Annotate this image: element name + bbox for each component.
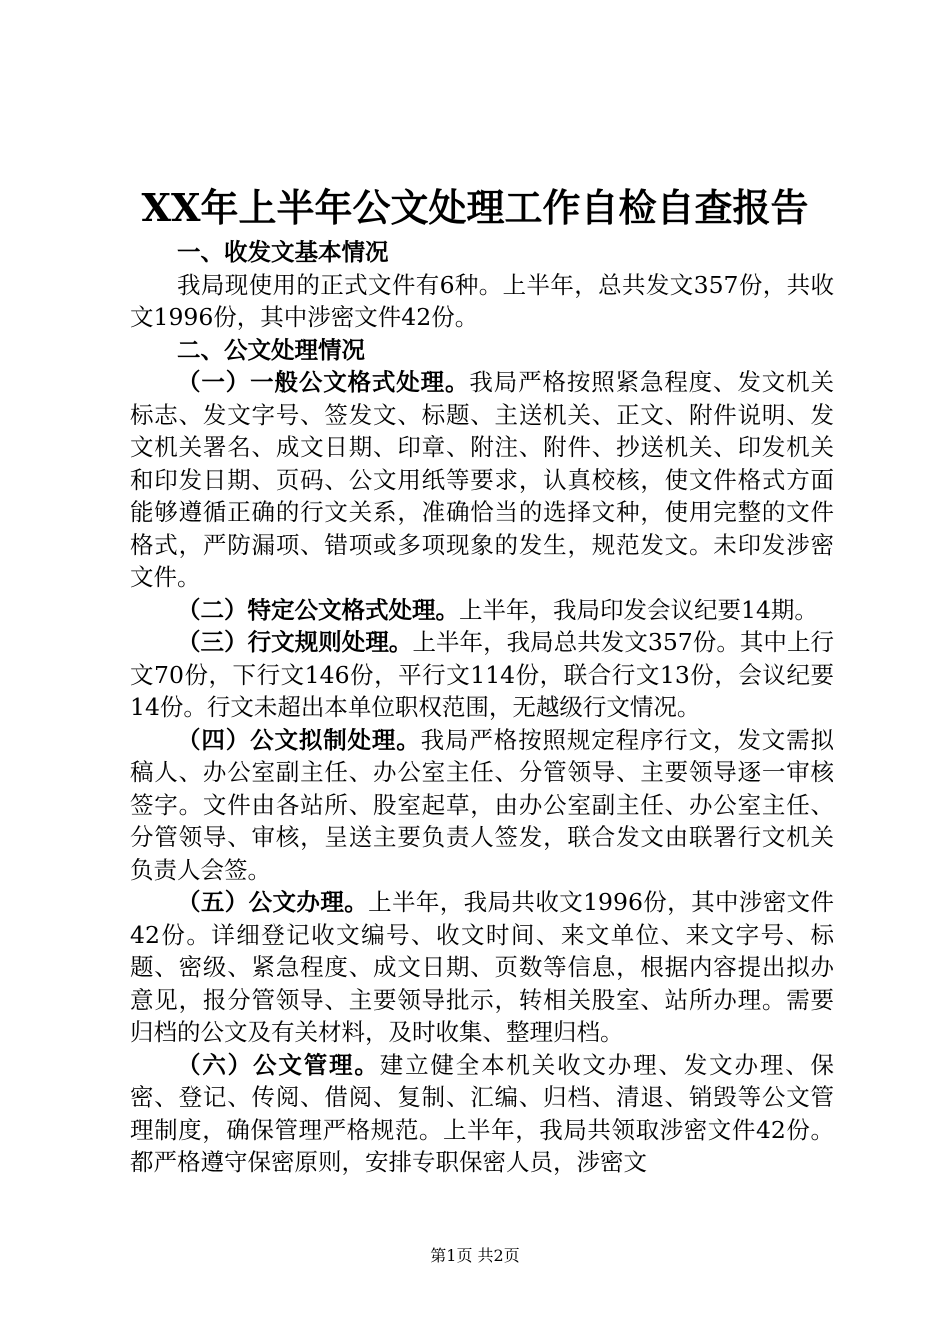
- page-footer: 第1页 共2页: [430, 1246, 520, 1265]
- document-body: [130, 236, 834, 1179]
- paragraph-lead: （二）特定公文格式处理。: [177, 595, 459, 624]
- section-heading: 二、公文处理情况: [177, 335, 365, 364]
- paragraph-lead: （一）一般公文格式处理。: [177, 368, 470, 396]
- paragraph-text: 建立健全本机关收文办理、发文办理、保密、登记、传阅、借阅、复制、汇编、归档、清退、销毁等公文管理制度，确保管理严格规范。上半年，我局共领取涉密文件42份。都严格遵守保密原则，安排专职保密人员，涉密文: [130, 1050, 835, 1176]
- paragraph-lead: （五）公文办理。: [177, 888, 369, 916]
- paragraph: [130, 366, 834, 594]
- paragraph: [130, 1049, 834, 1179]
- paragraph: [130, 269, 834, 334]
- paragraph: [130, 594, 834, 627]
- paragraph-lead: （六）公文管理。: [177, 1050, 380, 1079]
- paragraph-lead: （三）行文规则处理。: [177, 628, 413, 656]
- paragraph-text: 我局严格按照紧急程度、发文机关标志、发文字号、签发文、标题、主送机关、正文、附件说明、发文机关署名、成文日期、印章、附注、附件、抄送机关、印发机关和印发日期、页码、公文用纸等要求，认真校核，使文件格式方面能够遵循正确的行文关系，准确恰当的选择文种，使用完整的文件格式，严防漏项、错项或多项现象的发生，规范发文。未印发涉密文件。: [130, 368, 835, 591]
- document-title: XX年上半年公文处理工作自检自查报告: [141, 185, 809, 230]
- paragraph-text: 上半年，我局印发会议纪要14期。: [459, 595, 818, 624]
- paragraph-text: 上半年，我局共收文1996份，其中涉密文件42份。详细登记收文编号、收文时间、来文单位、来文字号、标题、密级、紧急程度、成文日期、页数等信息，根据内容提出拟办意见，报分管领导、主要领导批示，转相关股室、站所办理。需要归档的公文及有关材料，及时收集、整理归档。: [130, 888, 835, 1046]
- paragraph-text: 上半年，我局总共发文357份。其中上行文70份，下行文146份，平行文114份，联合行文13份，会议纪要14份。行文未超出本单位职权范围，无越级行文情况。: [130, 628, 835, 721]
- section-heading: 一、收发文基本情况: [177, 238, 389, 266]
- paragraph: [130, 626, 834, 724]
- paragraph-lead: （四）公文拟制处理。: [177, 725, 421, 754]
- paragraph-text: 我局现使用的正式文件有6种。上半年，总共发文357份，共收文1996份，其中涉密文件42份。: [130, 270, 834, 331]
- paragraph: [130, 724, 834, 887]
- paragraph: [130, 886, 834, 1049]
- paragraph-text: 我局严格按照规定程序行文，发文需拟稿人、办公室副主任、办公室主任、分管领导、主要领导逐一审核签字。文件由各站所、股室起草，由办公室副主任、办公室主任、分管领导、审核，呈送主要负责人签发，联合发文由联署行文机关负责人会签。: [130, 725, 835, 884]
